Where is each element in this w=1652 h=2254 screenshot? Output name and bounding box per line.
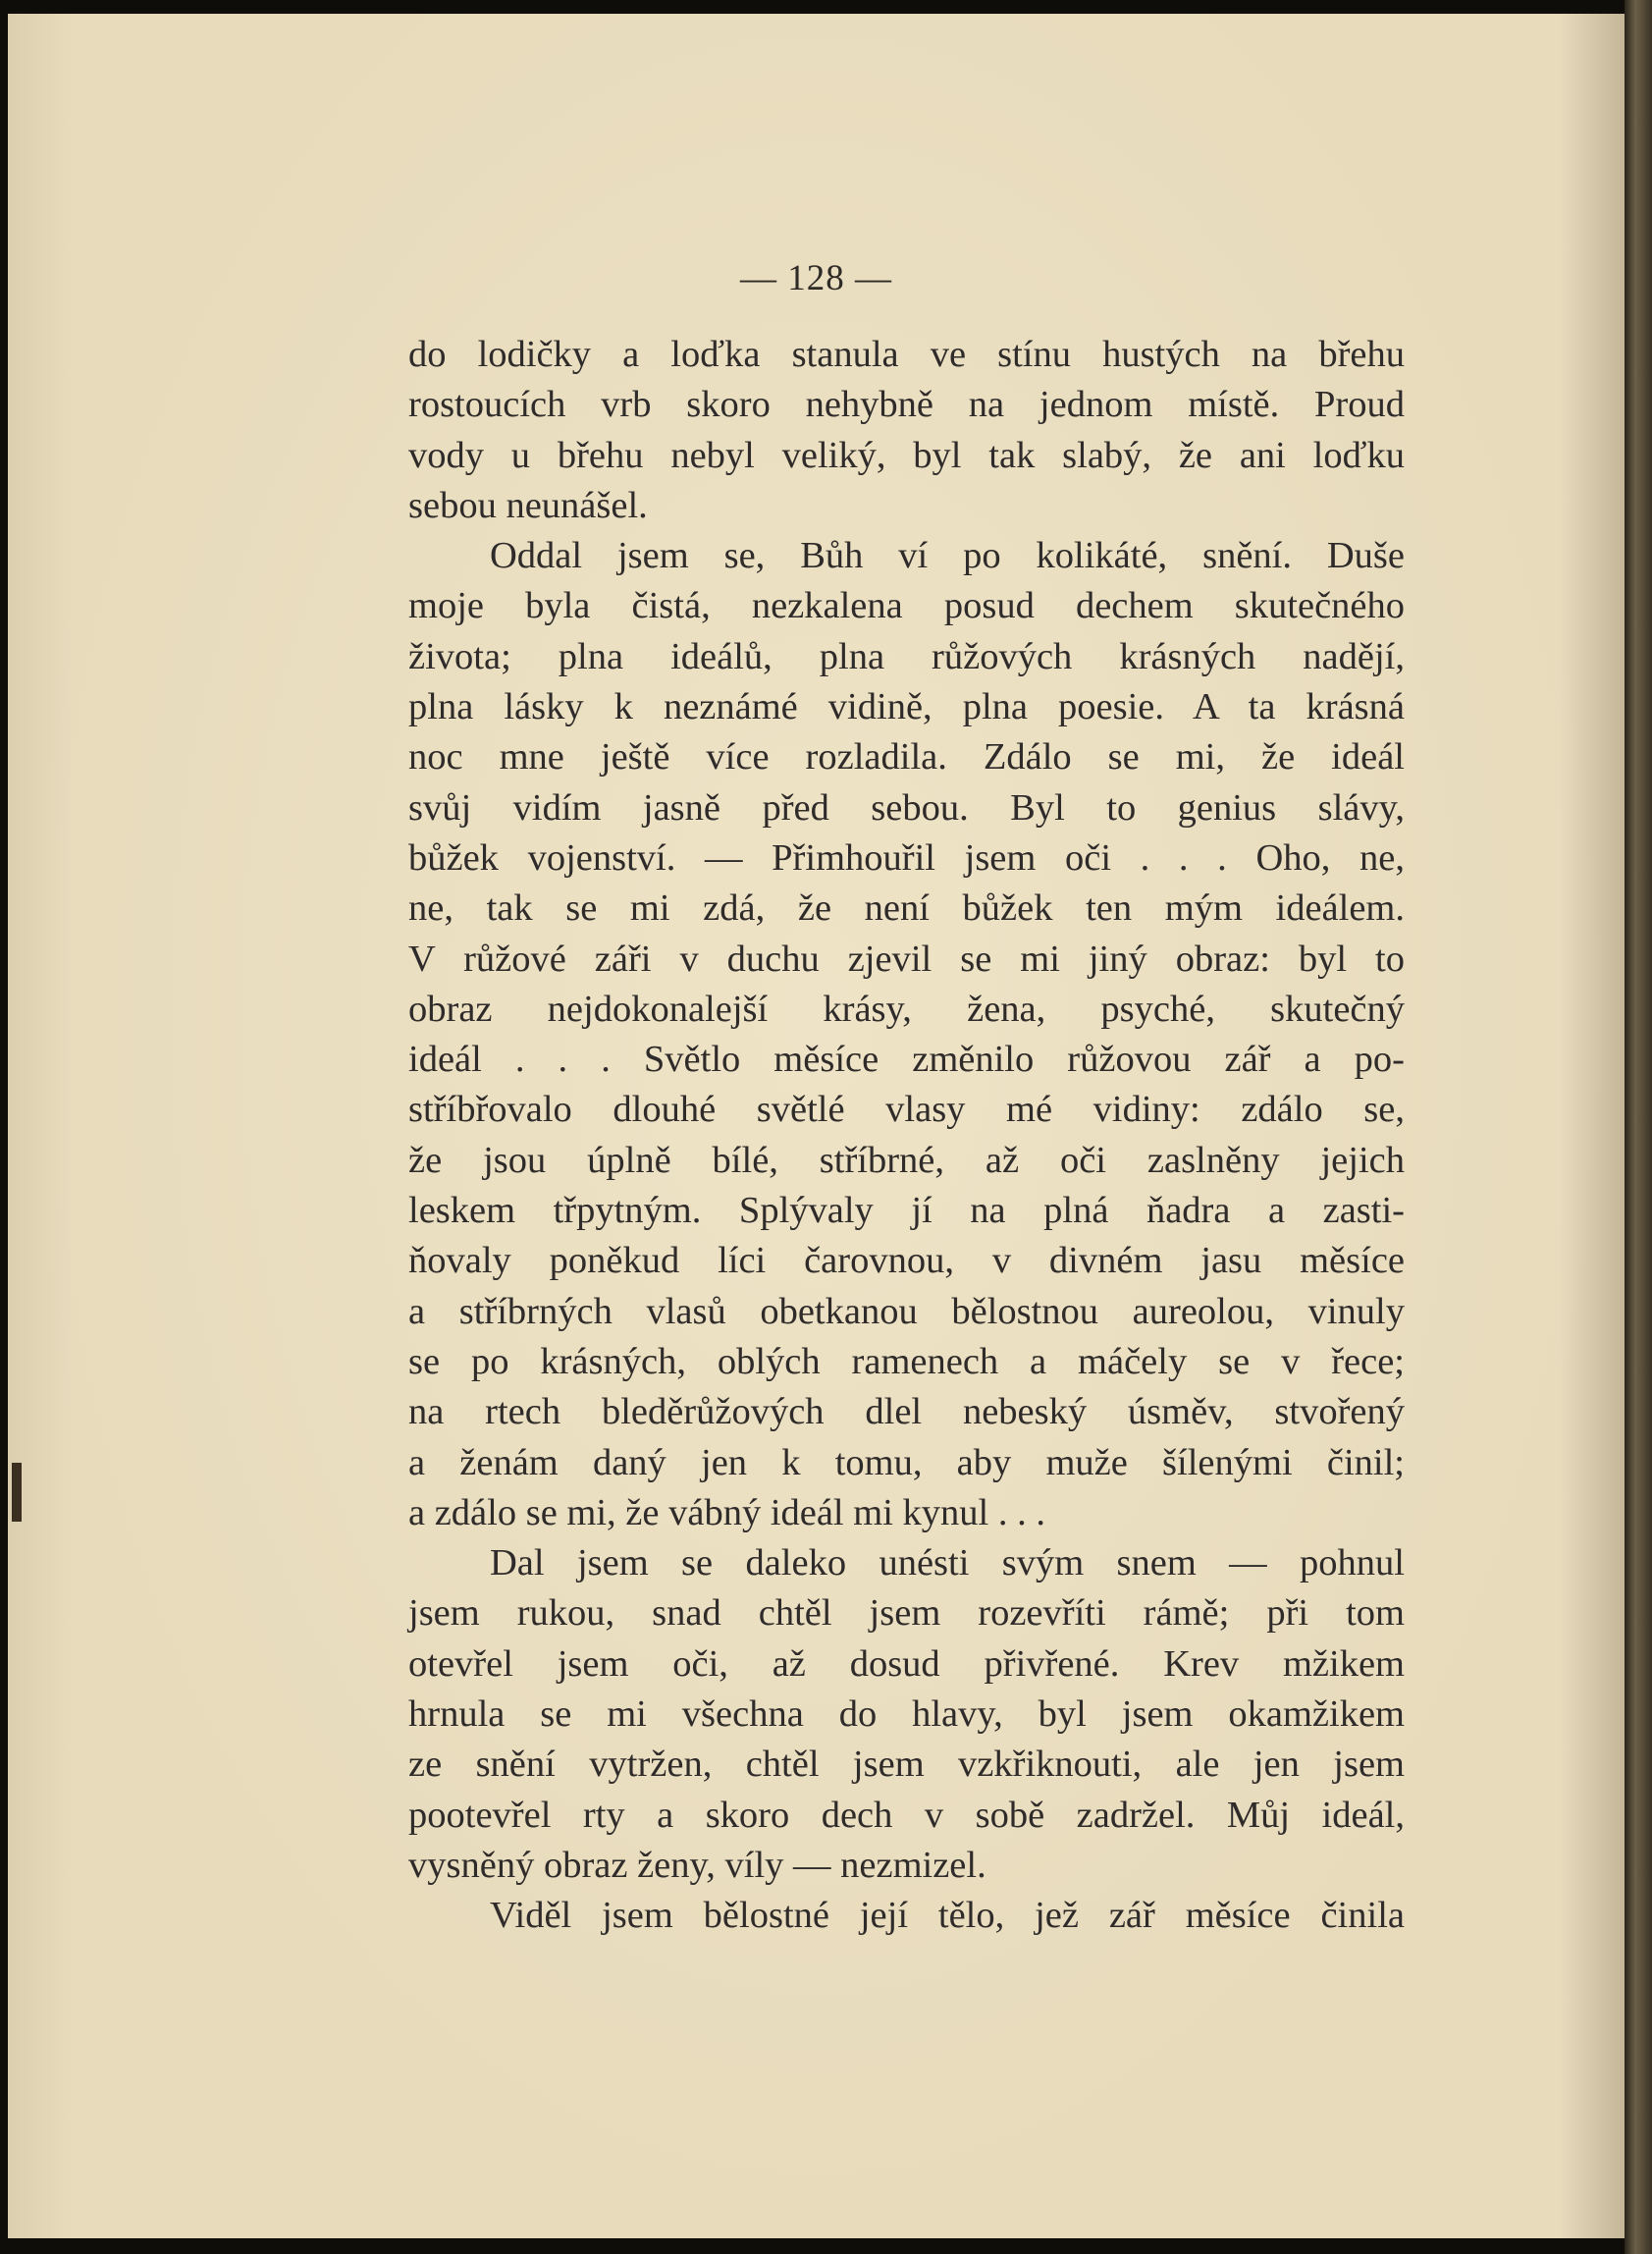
text-line: vody u břehu nebyl veliký, byl tak slabý, že ani loďku (408, 434, 1405, 476)
page-edge (1625, 0, 1652, 2254)
text-line: života; plna ideálů, plna růžových krásných nadějí, (408, 635, 1405, 677)
text-line: obraz nejdokonalejší krásy, žena, psyché, skutečný (408, 988, 1405, 1030)
text-line: V růžové záři v duchu zjevil se mi jiný obraz: byl to (408, 938, 1405, 980)
text-line: plna lásky k neznámé vidině, plna poesie. A ta krásná (408, 686, 1405, 728)
page-body-text (408, 330, 1405, 1942)
text-line: ze snění vytržen, chtěl jsem vzkřiknouti, ale jen jsem (408, 1744, 1405, 1786)
text-line: že jsou úplně bílé, stříbrné, až oči zaslněny jejich (408, 1139, 1405, 1181)
text-line: stříbřovalo dlouhé světlé vlasy mé vidiny: zdálo se, (408, 1089, 1405, 1131)
text-line: Dal jsem se daleko unésti svým snem — pohnul (490, 1542, 1405, 1584)
text-line: leskem třpytným. Splývaly jí na plná ňadra a zasti- (408, 1190, 1405, 1232)
text-line: vysněný obraz ženy, víly — nezmizel. (408, 1844, 986, 1886)
text-line: pootevřel rty a skoro dech v sobě zadržel. Můj ideál, (408, 1794, 1405, 1836)
text-line: ideál . . . Světlo měsíce změnilo růžovou zář a po- (408, 1039, 1405, 1081)
text-line: noc mne ještě více rozladila. Zdálo se mi, že ideál (408, 736, 1405, 778)
text-line: Viděl jsem bělostné její tělo, jež zář měsíce činila (490, 1895, 1405, 1937)
text-line: a ženám daný jen k tomu, aby muže šílenými činil; (408, 1441, 1405, 1483)
text-line: svůj vidím jasně před sebou. Byl to genius slávy, (408, 786, 1405, 829)
text-line: se po krásných, oblých ramenech a máčely se v řece; (408, 1340, 1405, 1382)
text-line: rostoucích vrb skoro nehybně na jednom místě. Proud (408, 384, 1405, 426)
text-line: ne, tak se mi zdá, že není bůžek ten mým ideálem. (408, 887, 1405, 930)
text-line: sebou neunášel. (408, 484, 648, 526)
text-line: bůžek vojenství. — Přimhouřil jsem oči . . . Oho, ne, (408, 836, 1405, 879)
text-line: moje byla čistá, nezkalena posud dechem skutečného (408, 585, 1405, 627)
text-line: Oddal jsem se, Bůh ví po kolikáté, snění. Duše (490, 535, 1405, 577)
text-line: na rtech bleděrůžových dlel nebeský úsměv, stvořený (408, 1391, 1405, 1433)
text-line: a stříbrných vlasů obetkanou bělostnou aureolou, vinuly (408, 1290, 1405, 1332)
text-line: a zdálo se mi, že vábný ideál mi kynul . . . (408, 1491, 1045, 1533)
text-line: do lodičky a loďka stanula ve stínu hustých na břehu (408, 334, 1405, 375)
binding-mark (12, 1463, 22, 1522)
text-line: hrnula se mi všechna do hlavy, byl jsem okamžikem (408, 1693, 1405, 1736)
book-page (8, 14, 1625, 2238)
text-line: jsem rukou, snad chtěl jsem rozevříti rámě; při tom (408, 1592, 1405, 1635)
page-number: — 128 — (740, 258, 892, 298)
text-line: ňovaly poněkud líci čarovnou, v divném jasu měsíce (408, 1240, 1405, 1282)
text-line: otevřel jsem oči, až dosud přivřené. Krev mžikem (408, 1642, 1405, 1685)
